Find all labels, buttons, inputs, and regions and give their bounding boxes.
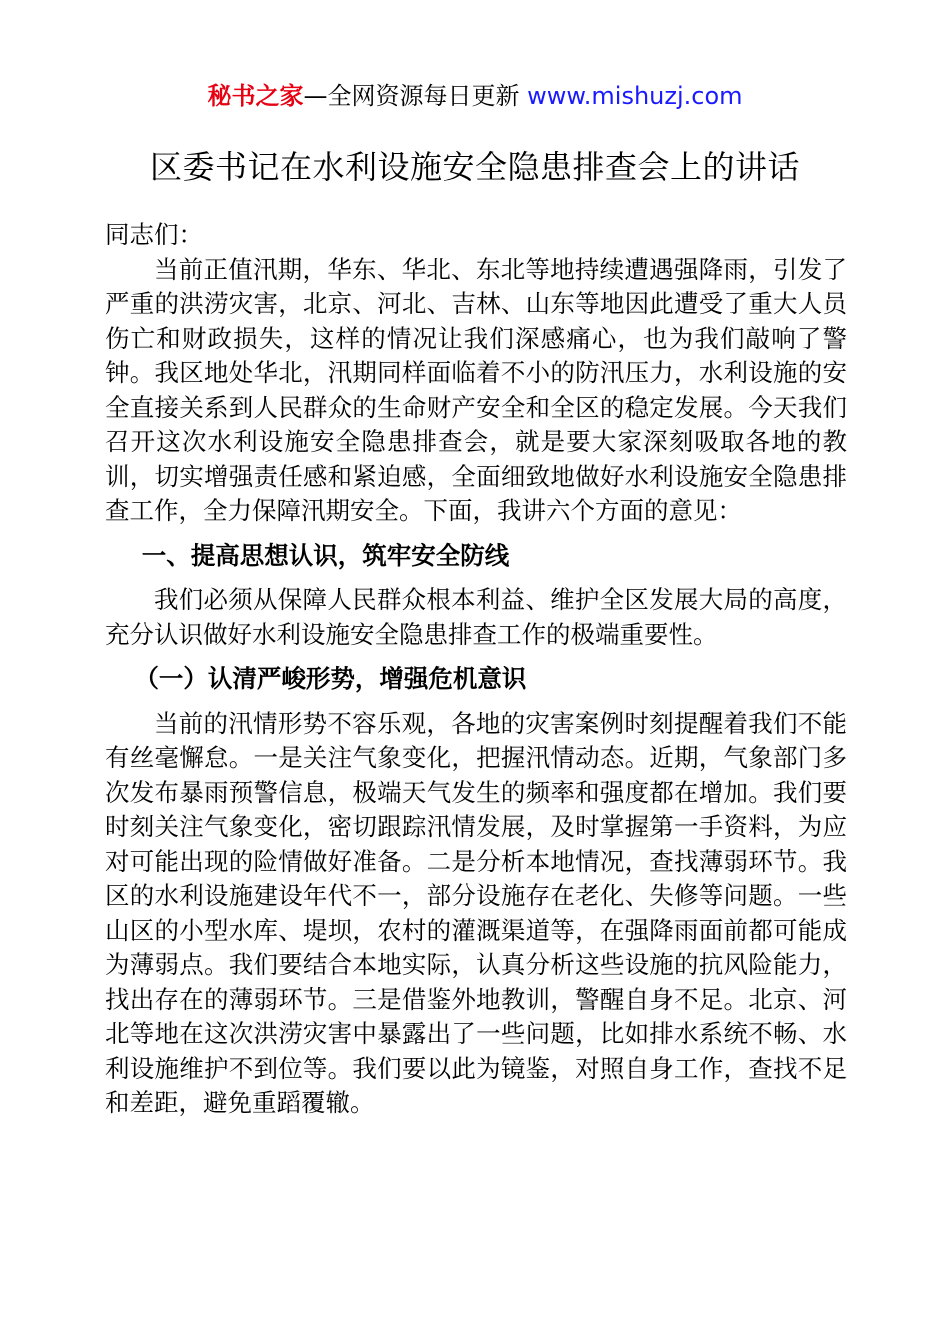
paragraph-intro: 当前正值汛期，华东、华北、东北等地持续遭遇强降雨，引发了严重的洪涝灾害，北京、河北、吉林、山东等地因此遭受了重大人员伤亡和财政损失，这样的情况让我们深感痛心，也为我们敲响了警钟。我区地处华北，汛期同样面临着不小的防汛压力，水利设施的安全直接关系到人民群众的生命财产安全和全区的稳定发展。今天我们召开这次水利设施安全隐患排查会，就是要大家深刻吸取各地的教训，切实增强责任感和紧迫感，全面细致地做好水利设施安全隐患排查工作，全力保障汛期安全。下面，我讲六个方面的意见： [105,254,847,525]
brand-name: 秘书之家 [207,82,304,110]
paragraph-subsection-1: 当前的汛情形势不容乐观，各地的灾害案例时刻提醒着我们不能有丝毫懈怠。一是关注气象变化，把握汛情动态。近期，气象部门多次发布暴雨预警信息，极端天气发生的频率和强度都在增加。我们要时刻关注气象变化，密切跟踪汛情发展，及时掌握第一手资料，为应对可能出现的险情做好准备。二是分析本地情况，查找薄弱环节。我区的水利设施建设年代不一，部分设施存在老化、失修等问题。一些山区的小型水库、堤坝，农村的灌溉渠道等，在强降雨面前都可能成为薄弱点。我们要结合本地实际，认真分析这些设施的抗风险能力，找出存在的薄弱环节。三是借鉴外地教训，警醒自身不足。北京、河北等地在这次洪涝灾害中暴露出了一些问题，比如排水系统不畅、水利设施维护不到位等。我们要以此为镜鉴，对照自身工作，查找不足和差距，避免重蹈覆辙。 [105,708,847,1117]
document-body [105,218,847,1121]
document-title: 区委书记在水利设施安全隐患排查会上的讲话 [149,148,800,186]
site-url-link[interactable]: www.mishuzj.com [527,82,743,110]
site-header [0,80,950,112]
salutation: 同志们： [105,220,203,249]
header-tagline: —全网资源每日更新 [303,82,528,110]
section-heading-1: 一、提高思想认识，筑牢安全防线 [141,540,510,570]
paragraph-section-1: 我们必须从保障人民群众根本利益、维护全区发展大局的高度，充分认识做好水利设施安全隐患排查工作的极端重要性。 [105,585,847,649]
subsection-heading-1: （一）认清严峻形势，增强危机意识 [134,664,527,693]
